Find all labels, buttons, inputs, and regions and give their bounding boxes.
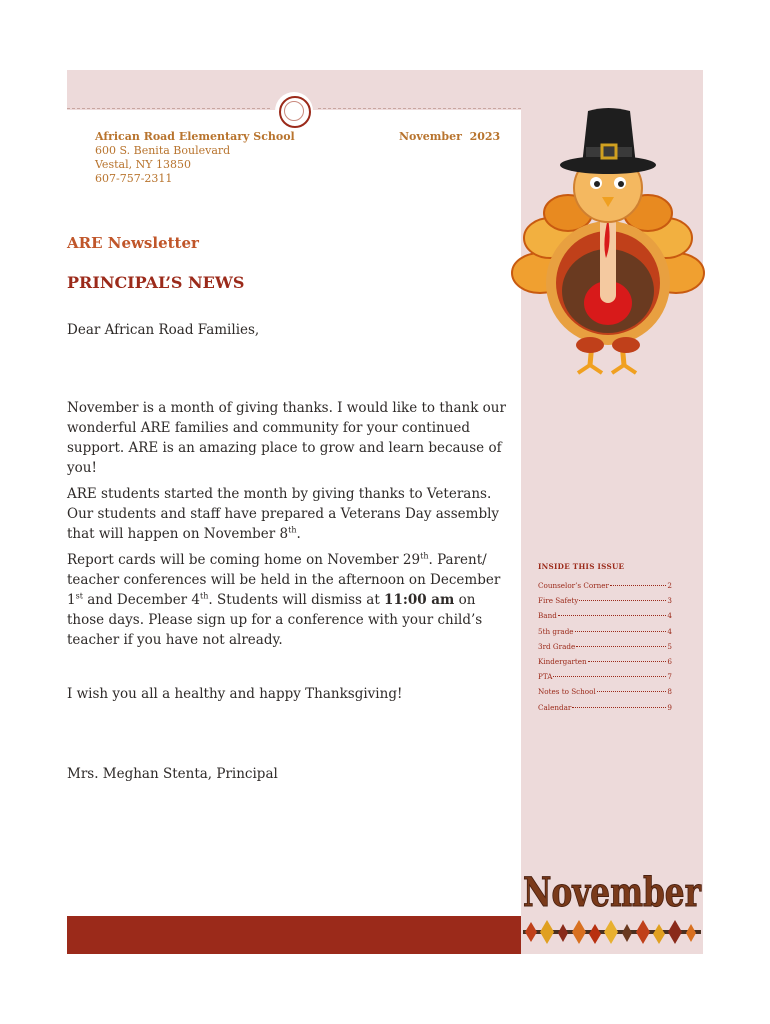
school-info bbox=[95, 130, 295, 186]
inside-this-issue bbox=[538, 562, 672, 718]
signature-line bbox=[67, 764, 507, 784]
toc-item[interactable]: Kindergarten 6 bbox=[538, 656, 672, 666]
toc-item[interactable]: 5th grade 4 bbox=[538, 626, 672, 636]
paragraph-2: ARE students started the month by giving thanks to Veterans. Our students and staff have prepared a Veterans Day assembly that will happen on November 8th. bbox=[67, 486, 500, 542]
header-ornament bbox=[275, 92, 313, 130]
address-line-2: Vestal, NY 13850 bbox=[95, 158, 191, 171]
letter-greeting bbox=[67, 320, 507, 340]
november-word: November bbox=[523, 869, 702, 916]
toc-heading: INSIDE THIS ISSUE bbox=[538, 562, 625, 571]
turkey-illustration-icon bbox=[510, 103, 706, 388]
header-divider-right bbox=[318, 108, 521, 109]
closing-text: I wish you all a healthy and happy Thanksgiving! bbox=[67, 686, 403, 702]
toc-item[interactable]: Fire Safety 3 bbox=[538, 596, 672, 606]
newsletter-title: ARE Newsletter bbox=[67, 234, 199, 252]
letter-body bbox=[67, 398, 507, 650]
bottom-band bbox=[67, 916, 521, 954]
toc-item[interactable]: Counselor’s Corner 2 bbox=[538, 581, 672, 590]
toc-item[interactable]: Band 4 bbox=[538, 611, 672, 621]
closing-line bbox=[67, 684, 507, 704]
autumn-leaves-icon bbox=[525, 920, 696, 944]
paragraph-1: November is a month of giving thanks. I would like to thank our wonderful ARE families and community for your continued support. ARE is an amazing place to grow and learn because of you! bbox=[67, 400, 506, 476]
header-divider-left bbox=[67, 108, 270, 109]
address-line-1: 600 S. Benita Boulevard bbox=[95, 144, 231, 157]
greeting-text: Dear African Road Families, bbox=[67, 322, 260, 338]
signature-text: Mrs. Meghan Stenta, Principal bbox=[67, 766, 278, 782]
november-graphic bbox=[521, 852, 703, 952]
toc-item[interactable]: 3rd Grade 5 bbox=[538, 641, 672, 651]
phone-number: 607-757-2311 bbox=[95, 172, 173, 185]
toc-item[interactable]: Notes to School 8 bbox=[538, 687, 672, 697]
toc-item[interactable]: Calendar 9 bbox=[538, 702, 672, 712]
school-name: African Road Elementary School bbox=[95, 130, 295, 143]
toc-item[interactable]: PTA 7 bbox=[538, 672, 672, 682]
paragraph-3: Report cards will be coming home on November 29th. Parent/ teacher conferences will be held in the afternoon on December 1st and December 4th. Students will dismiss at 11:00 am on those days. Please sign up for a conference with your child’s teacher if you have not already. bbox=[67, 551, 501, 648]
section-heading: PRINCIPAL’S NEWS bbox=[67, 273, 245, 292]
issue-date: November 2023 bbox=[399, 130, 501, 143]
